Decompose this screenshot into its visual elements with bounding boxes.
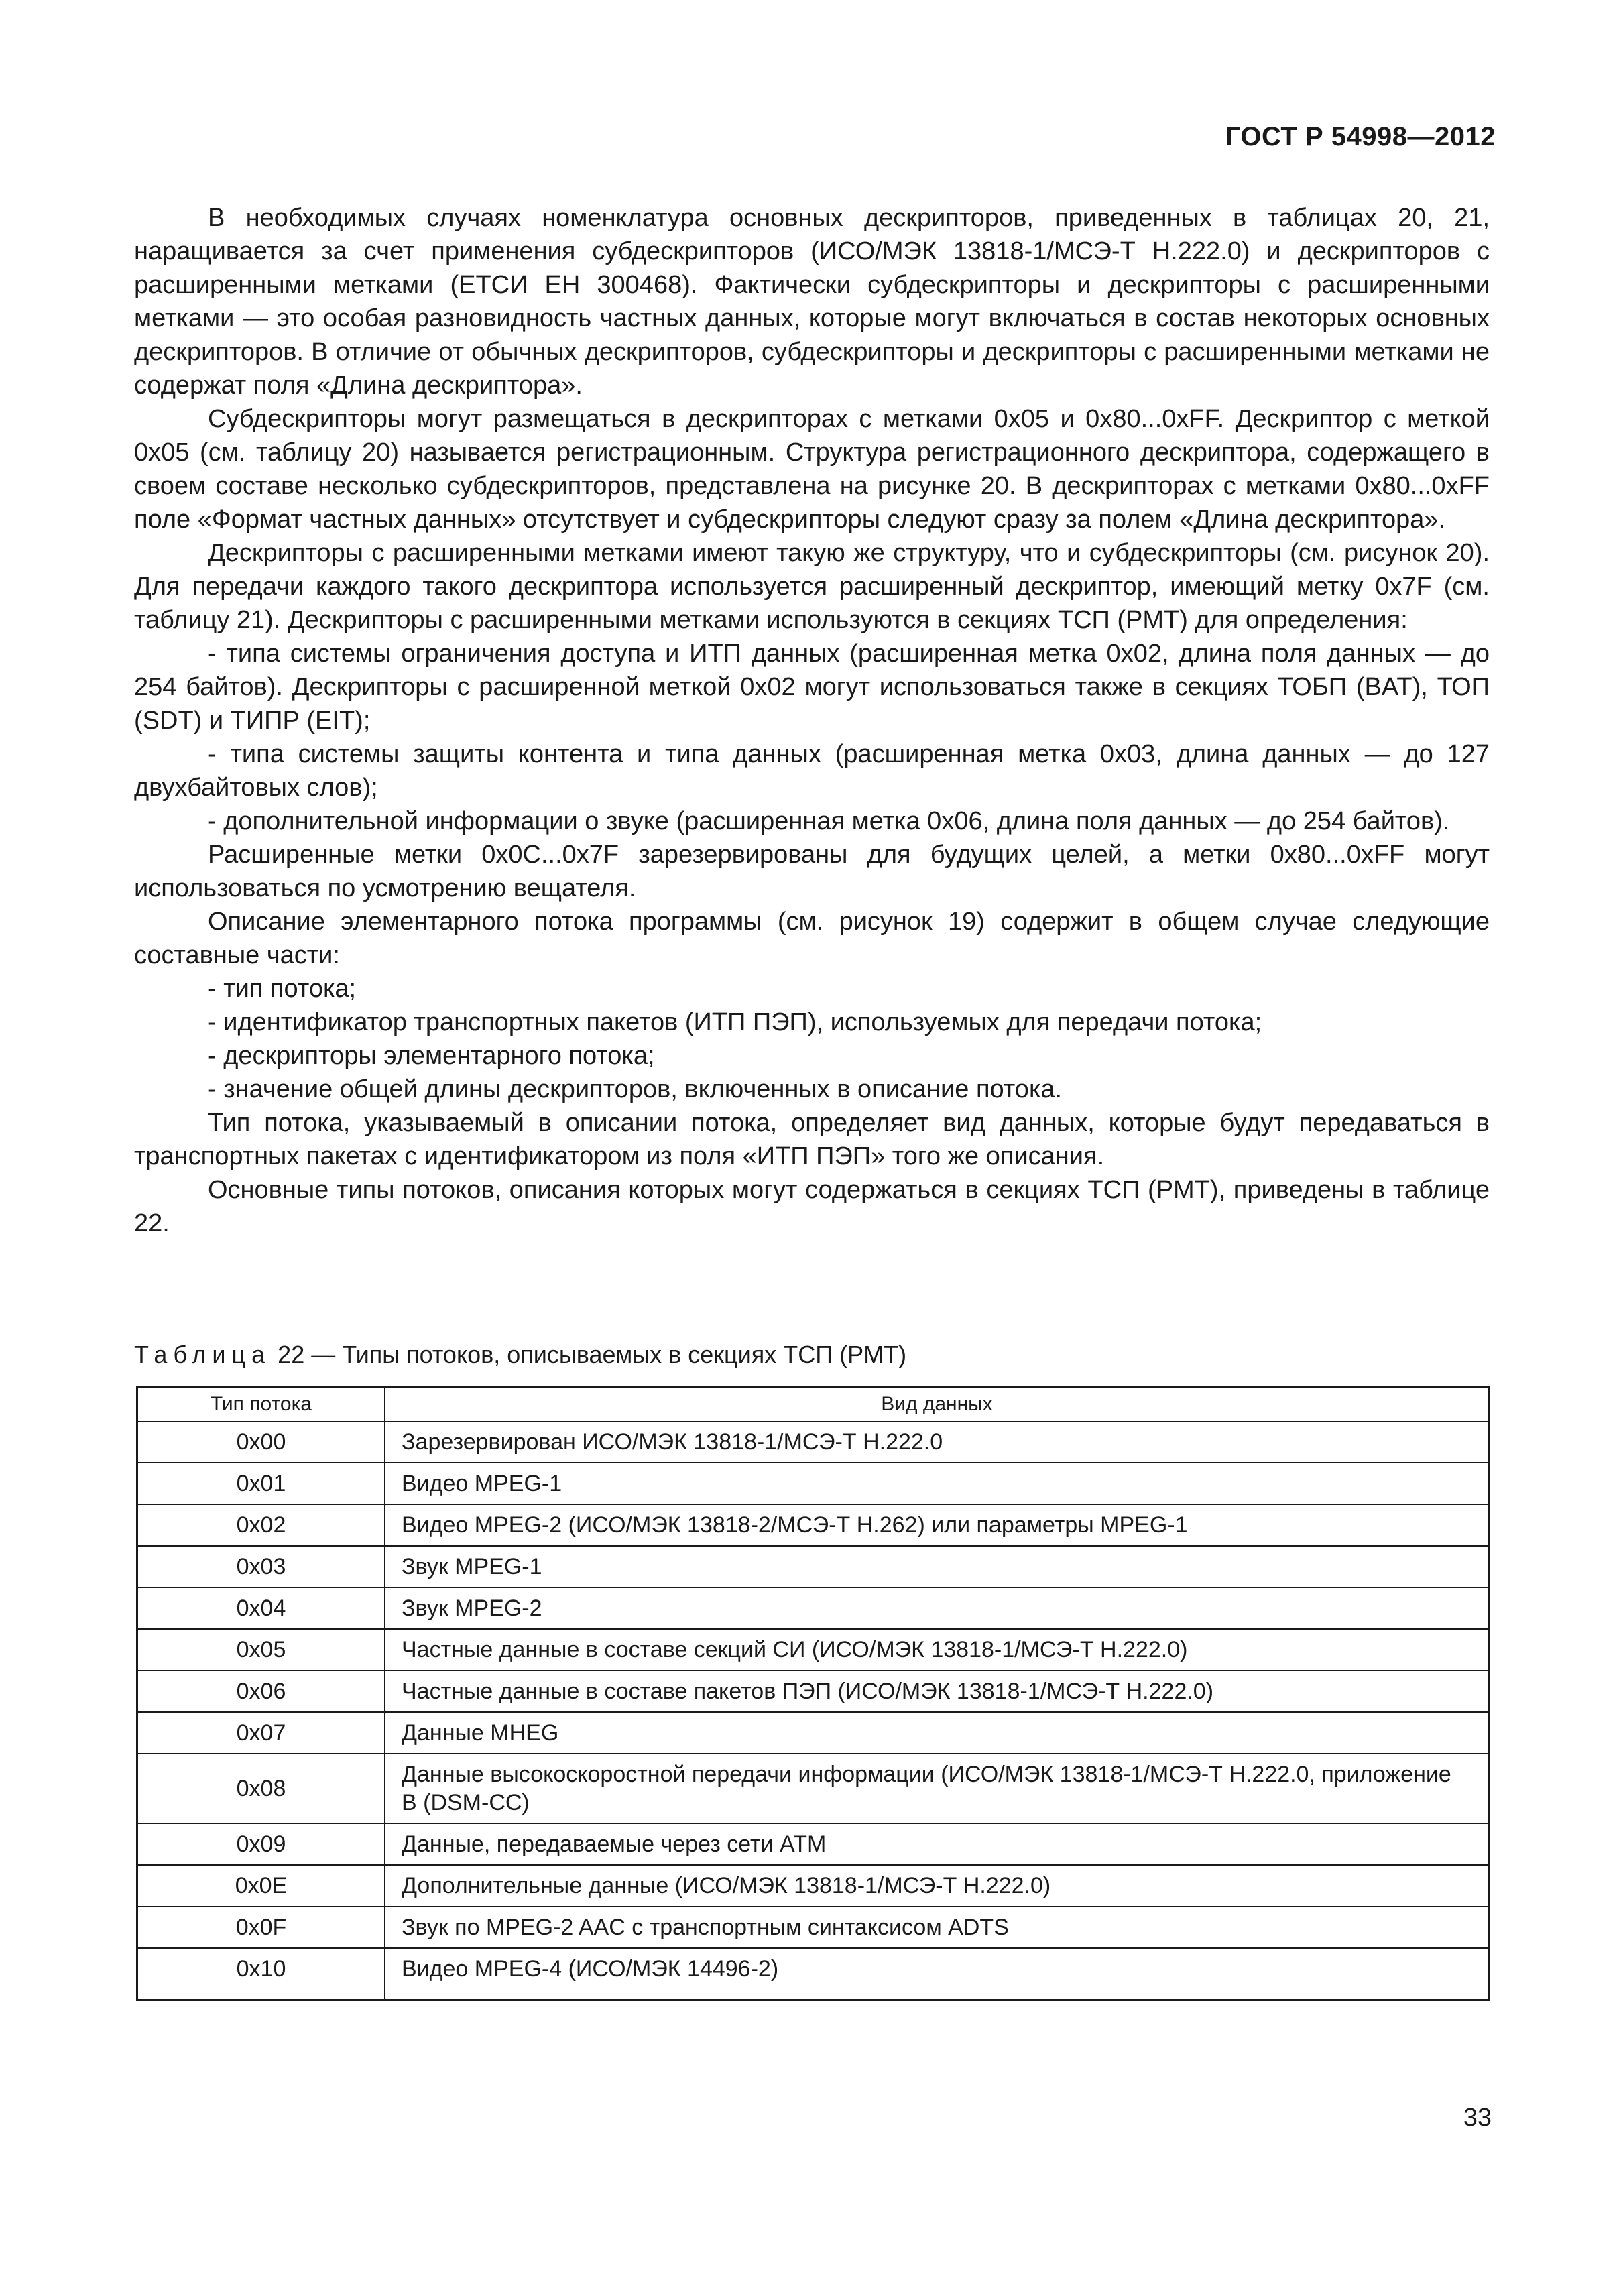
stream-types-table xyxy=(136,1386,1490,2001)
column-header-data-kind: Вид данных xyxy=(385,1388,1490,1422)
data-kind: Видео MPEG-2 (ИСО/МЭК 13818-2/МСЭ-Т H.262) или параметры MPEG-1 xyxy=(385,1504,1490,1546)
table-row xyxy=(137,1907,1490,1948)
data-kind: Звук по MPEG-2 AAC с транспортным синтаксисом ADTS xyxy=(385,1907,1490,1948)
table-caption xyxy=(134,1341,906,1369)
table-row xyxy=(137,1671,1490,1712)
stream-type-code: 0x02 xyxy=(137,1504,385,1546)
list-item: - значение общей длины дескрипторов, включенных в описание потока. xyxy=(208,1075,1063,1103)
list-item: - тип потока; xyxy=(208,975,357,1003)
stream-type-code: 0x03 xyxy=(137,1546,385,1587)
stream-type-code: 0x00 xyxy=(137,1421,385,1463)
table-header-row xyxy=(137,1388,1490,1422)
stream-type-code: 0x06 xyxy=(137,1671,385,1712)
table-row xyxy=(137,1948,1490,2000)
paragraph: Субдескрипторы могут размещаться в дескрипторах с метками 0x05 и 0x80...0xFF. Дескриптор с меткой 0x05 (см. таблицу 20) называется регистрационным. Структура регистрационного дескриптора, содержащего в своем составе несколько субдескрипторов, представлена на рисунке 20. В дескрипторах с метками 0x80...0xFF поле «Формат частных данных» отсутствует и субдескрипторы следуют сразу за полем «Длина дескриптора». xyxy=(134,405,1490,534)
stream-type-code: 0x0E xyxy=(137,1865,385,1907)
table-row xyxy=(137,1712,1490,1754)
paragraph: Дескрипторы с расширенными метками имеют такую же структуру, что и субдескрипторы (см. рисунок 20). Для передачи каждого такого дескриптора используется расширенный дескриптор, имеющий метку 0x7F (см. таблицу 21). Дескрипторы с расширенными метками используются в секциях ТСП (PMT) для определения: xyxy=(134,539,1490,634)
data-kind: Дополнительные данные (ИСО/МЭК 13818-1/МСЭ-Т H.222.0) xyxy=(385,1865,1490,1907)
table-row xyxy=(137,1865,1490,1907)
table-row xyxy=(137,1754,1490,1823)
paragraph: Описание элементарного потока программы (см. рисунок 19) содержит в общем случае следующие составные части: xyxy=(134,908,1490,969)
data-kind: Данные, передаваемые через сети ATM xyxy=(385,1823,1490,1865)
data-kind: Звук MPEG-2 xyxy=(385,1587,1490,1629)
data-kind: Данные высокоскоростной передачи информации (ИСО/МЭК 13818-1/МСЭ-Т H.222.0, приложение B (DSM-CC) xyxy=(385,1754,1490,1823)
data-kind: Частные данные в составе пакетов ПЭП (ИСО/МЭК 13818-1/МСЭ-Т H.222.0) xyxy=(385,1671,1490,1712)
paragraph: Расширенные метки 0x0C...0x7F зарезервированы для будущих целей, а метки 0x80...0xFF могут использоваться по усмотрению вещателя. xyxy=(134,841,1490,902)
table-row xyxy=(137,1587,1490,1629)
stream-type-code: 0x0F xyxy=(137,1907,385,1948)
page-number: 33 xyxy=(1463,2104,1492,2132)
list-item: - дополнительной информации о звуке (расширенная метка 0x06, длина поля данных — до 254 байтов). xyxy=(208,807,1450,835)
stream-type-code: 0x08 xyxy=(137,1754,385,1823)
table-row xyxy=(137,1546,1490,1587)
data-kind: Данные MHEG xyxy=(385,1712,1490,1754)
data-kind: Частные данные в составе секций СИ (ИСО/МЭК 13818-1/МСЭ-Т H.222.0) xyxy=(385,1629,1490,1671)
standard-header: ГОСТ Р 54998—2012 xyxy=(1225,122,1496,152)
stream-type-code: 0x04 xyxy=(137,1587,385,1629)
table-row xyxy=(137,1504,1490,1546)
paragraph: Основные типы потоков, описания которых могут содержаться в секциях ТСП (PMT), приведены в таблице 22. xyxy=(134,1176,1490,1237)
stream-type-code: 0x10 xyxy=(137,1948,385,2000)
list-item: - дескрипторы элементарного потока; xyxy=(208,1042,655,1070)
list-item: - идентификатор транспортных пакетов (ИТП ПЭП), используемых для передачи потока; xyxy=(208,1008,1262,1036)
stream-type-code: 0x07 xyxy=(137,1712,385,1754)
data-kind: Видео MPEG-1 xyxy=(385,1463,1490,1504)
column-header-stream-type: Тип потока xyxy=(137,1388,385,1422)
paragraph: В необходимых случаях номенклатура основных дескрипторов, приведенных в таблицах 20, 21, наращивается за счет применения субдескрипторов (ИСО/МЭК 13818-1/МСЭ-Т H.222.0) и дескрипторов с расширенными метками (ЕТСИ ЕН 300468). Фактически субдескрипторы и дескрипторы с расширенными метками — это особая разновидность частных данных, которые могут включаться в состав некоторых основных дескрипторов. В отличие от обычных дескрипторов, субдескрипторы и дескрипторы с расширенными метками не содержат поля «Длина дескриптора». xyxy=(134,204,1490,400)
table-row xyxy=(137,1421,1490,1463)
stream-type-code: 0x09 xyxy=(137,1823,385,1865)
list-item: - типа системы ограничения доступа и ИТП данных (расширенная метка 0x02, длина поля данных — до 254 байтов). Дескрипторы с расширенной меткой 0x02 могут использоваться также в секциях ТОБП (BAT), ТОП (SDT) и ТИПР (EIT); xyxy=(134,640,1490,735)
data-kind: Звук MPEG-1 xyxy=(385,1546,1490,1587)
table-row xyxy=(137,1463,1490,1504)
table-caption-text: 22 — Типы потоков, описываемых в секциях ТСП (PMT) xyxy=(278,1341,907,1368)
data-kind: Зарезервирован ИСО/МЭК 13818-1/МСЭ-Т H.222.0 xyxy=(385,1421,1490,1463)
stream-type-code: 0x01 xyxy=(137,1463,385,1504)
table-row xyxy=(137,1823,1490,1865)
data-kind: Видео MPEG-4 (ИСО/МЭК 14496-2) xyxy=(385,1948,1490,2000)
list-item: - типа системы защиты контента и типа данных (расширенная метка 0x03, длина данных — до 127 двухбайтовых слов); xyxy=(134,740,1490,802)
stream-type-code: 0x05 xyxy=(137,1629,385,1671)
body-text xyxy=(134,201,1490,1240)
table-row xyxy=(137,1629,1490,1671)
paragraph: Тип потока, указываемый в описании потока, определяет вид данных, которые будут передаваться в транспортных пакетах с идентификатором из поля «ИТП ПЭП» того же описания. xyxy=(134,1109,1490,1170)
table-caption-label: Таблица xyxy=(134,1341,272,1368)
